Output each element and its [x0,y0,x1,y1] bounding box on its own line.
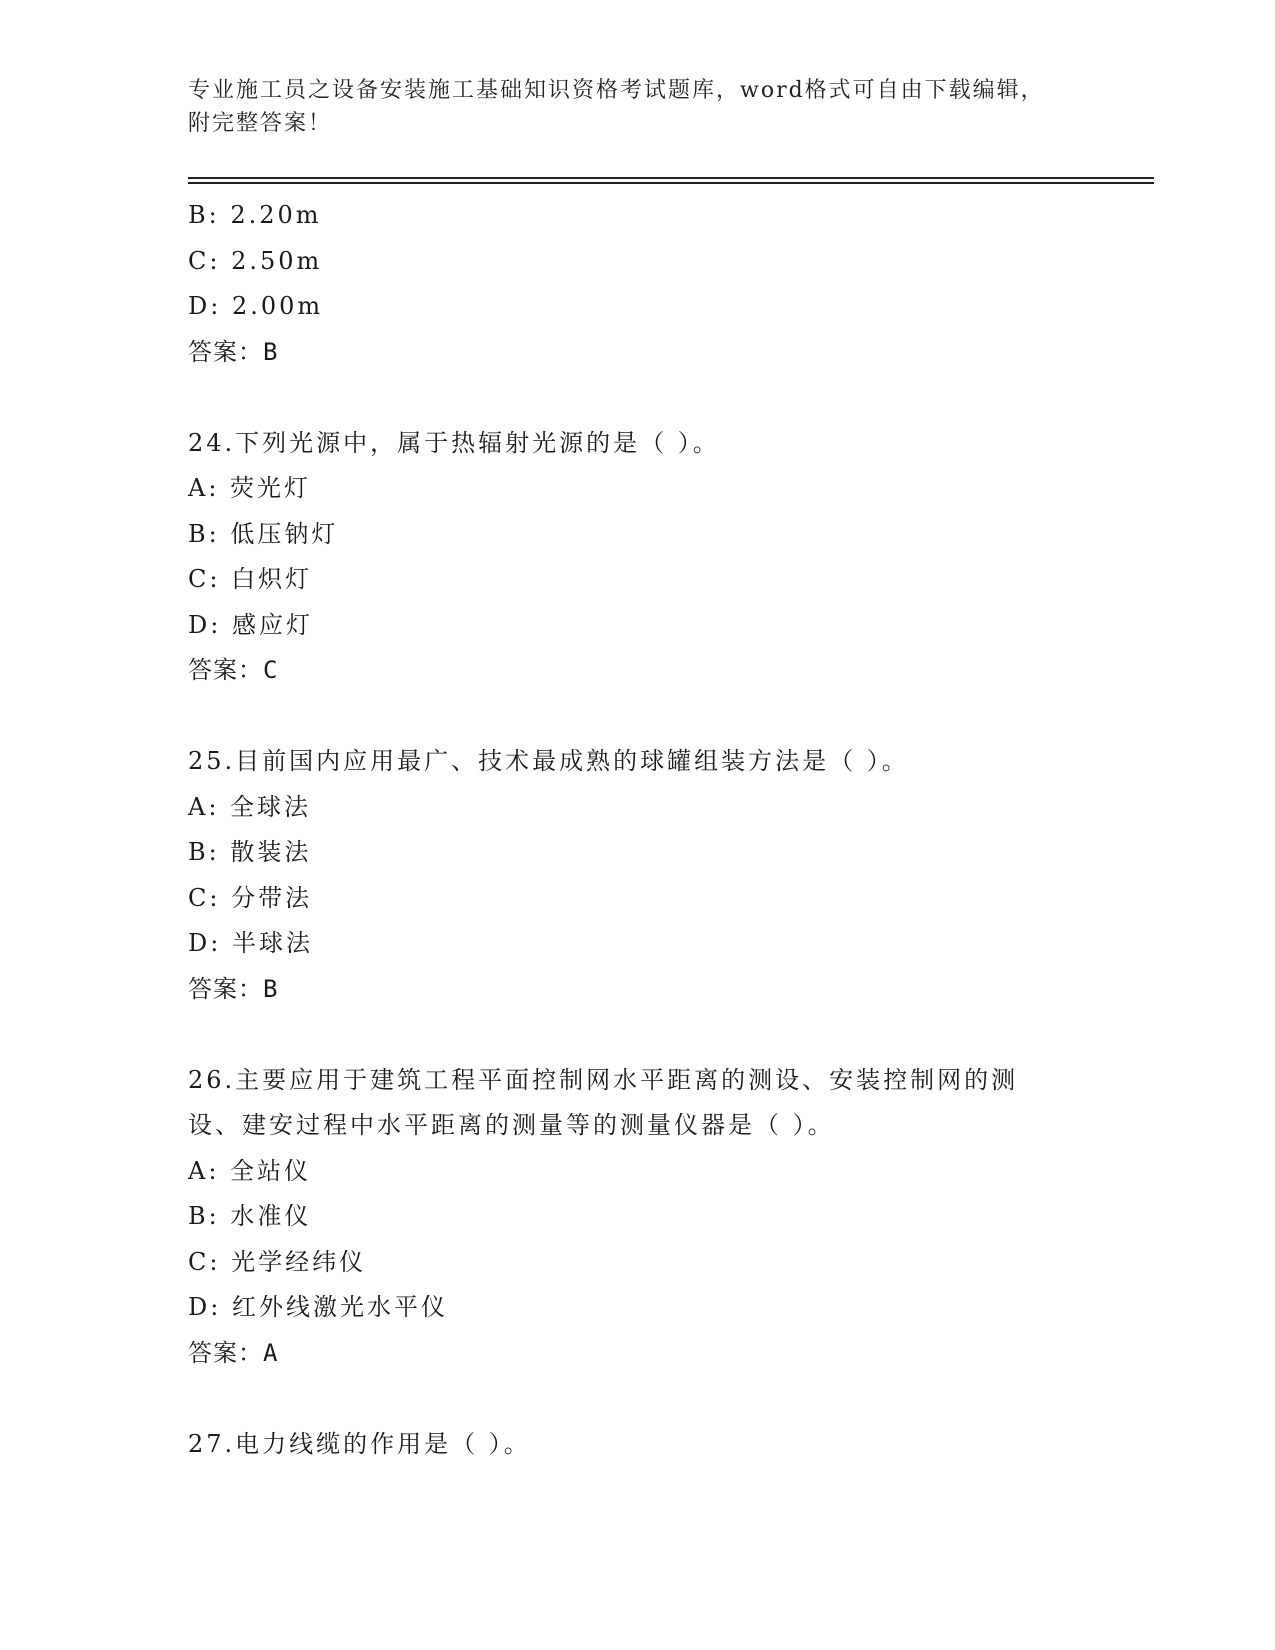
document-header [188,74,1088,140]
option-c: C: 白炽灯 [188,565,313,593]
option-a: A: 全球法 [188,792,312,821]
question-25 [188,739,1088,1012]
answer-line: 答案：C [188,656,279,684]
question-27 [188,1422,1088,1468]
header-line-1: 专业施工员之设备安装施工基础知识资格考试题库，word格式可自由下载编辑， [188,78,1045,103]
question-stem-line-1: 26.主要应用于建筑工程平面控制网水平距离的测设、安装控制网的测 [188,1065,1019,1094]
spacer [188,1012,1088,1058]
option-c: C: 2.50m [188,246,323,275]
answer-line: 答案：A [188,1338,279,1367]
question-stem: 25.目前国内应用最广、技术最成熟的球罐组装方法是（ ）。 [188,747,909,775]
question-26 [188,1058,1088,1377]
option-a: A: 全站仪 [188,1156,312,1185]
option-d: D: 感应灯 [188,610,313,639]
option-b: B: 水准仪 [188,1202,312,1230]
option-a: A: 荧光灯 [188,474,312,502]
question-list [188,193,1088,1467]
question-23-continued [188,193,1088,375]
spacer [188,694,1088,740]
option-c: C: 分带法 [188,883,313,912]
header-line-2: 附完整答案！ [188,111,333,136]
question-24 [188,421,1088,694]
spacer [188,375,1088,421]
question-stem: 24.下列光源中，属于热辐射光源的是（ ）。 [188,428,720,457]
option-b: B: 低压钠灯 [188,519,339,548]
question-stem-line-2: 设、建安过程中水平距离的测量等的测量仪器是（ ）。 [188,1111,835,1139]
option-b: B: 2.20m [188,201,322,229]
option-d: D: 半球法 [188,929,313,957]
option-d: D: 红外线激光水平仪 [188,1293,448,1321]
option-c: C: 光学经纬仪 [188,1247,367,1276]
spacer [188,1376,1088,1422]
answer-line: 答案：B [188,337,279,366]
header-divider-bottom [188,182,1154,184]
answer-line: 答案：B [188,974,279,1003]
header-divider-top [188,177,1154,179]
option-d: D: 2.00m [188,292,324,320]
question-stem: 27.电力线缆的作用是（ ）。 [188,1429,531,1458]
option-b: B: 散装法 [188,838,312,866]
